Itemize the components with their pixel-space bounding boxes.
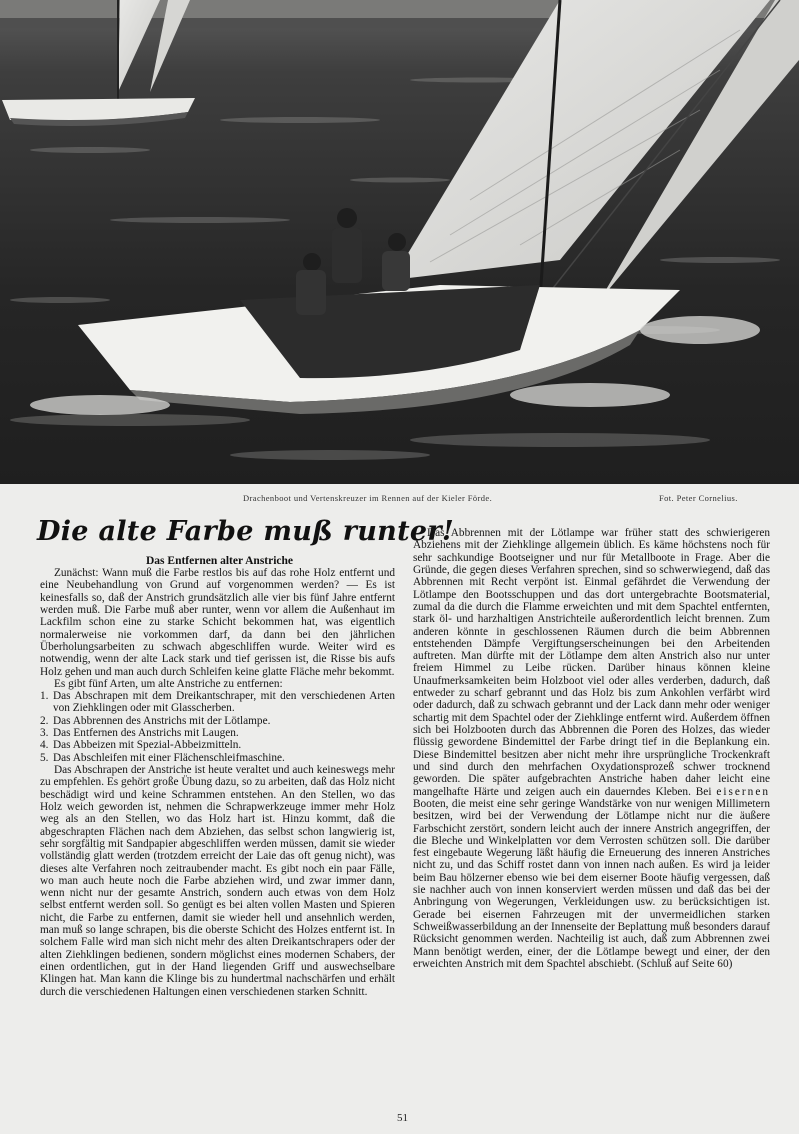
paragraph-text: Das Abbrennen mit der Lötlampe war früher statt des schwierigeren Abziehens mit der Ziehklinge allgemein üblich. Es käme höchstens noch für sehr sachkundige Bootseigner und nur für Metallboote in Frage. Aber die Gründe, die gegen dieses Verfahren sprechen, sind so schwerwiegend, daß das Abbrennen mit Recht verpönt ist. Einmal gefährdet die Verwendung der Lötlampe den Bootsschuppen und das dort untergebrachte Bootsmaterial, zumal da die durch die Flamme erweichten und mit dem Spachtel entfernten, stark öl- und harzhaltigen Anstrichteile außerordentlich leicht brennen. Zum anderen könnte in geschlossenen Räumen durch die beim Abbrennen entstehenden Dämpfe Vergiftungserscheinungen bei den Arbeitenden auftreten. Man dürfte mit der Lötlampe dem alten Anstrich also nur unter freiem Himmel zu Leibe rücken. Darüber hinaus können kleine Unaufmerksamkeiten beim Holzboot viel oder alles verderben, dadurch, daß entweder zu scharf gebrannt und das Holz bis zum Ankohlen verfärbt wird oder dadurch, daß zu schwach gebrannt und der Lack dann mehr oder weniger schartig mit dem Spachtel oder der Ziehklinge entfernt wird. Außerdem öffnen sich bei Holzbooten durch das Abbrennen die Poren des Holzes, das wieder flüssig gewordene Bindemittel der Farbe dringt tief in die Beplankung ein. Diese Bindemittel besitzen aber nicht mehr ihre ursprüngliche Trockenkraft und sind durch den mehrfachen Oxydationsprozeß schwer trocknend geworden. Die später aufgebrachten Anstriche haben daher leicht eine mangelhafte Härte und zeigen auch ein dauerndes Kleben. Bei (413, 527, 770, 798)
list-item (40, 715, 395, 727)
article-title: Die alte Farbe muß runter! (37, 516, 455, 547)
list-text: Das Entfernen des Anstrichs mit Laugen. (53, 727, 239, 740)
list-text: Das Abbeizen mit Spezial-Abbeizmitteln. (53, 739, 242, 752)
sailboat-photo-icon (0, 0, 799, 484)
page-number: 51 (397, 1112, 408, 1124)
list-number: 2. (40, 714, 49, 727)
methods-list (40, 690, 395, 764)
sailboat-photo (0, 0, 799, 484)
photo-caption: Drachenboot und Vertenskreuzer im Rennen auf der Kieler Förde. (243, 493, 493, 503)
paragraph: Es gibt fünf Arten, um alte Anstriche zu entfernen: (54, 677, 283, 690)
article-column-right (413, 527, 770, 970)
paragraph (413, 527, 770, 970)
paragraph-text: Booten, die meist eine sehr geringe Wandstärke von nur wenigen Millimetern besitzen, wird bei der Verwendung der Lötlampe nicht nur die äußere Farbschicht zerstört, sondern leicht auch der innere Anstrich angegriffen, der die Bleche und Winkelplatten vor dem Verrosten schützen soll. Die darüber fest eingebaute Wegerung läßt häufig die Erneuerung des inneren Anstriches nicht zu, und das Schiff rostet dann von innen nach außen. Es wird ja leider beim Bau hölzerner ebenso wie bei dem eiserner Boote häufig vergessen, daß sie nachher auch von innen konserviert werden müssen und daß das bei der Anbringung von Wegerungen, Verkleidungen usw. zu berücksichtigen ist. Gerade bei eisernen Fahrzeugen mit der unvermeidlichen starken Schweißwasserbildung an der Innenseite der Beplattung muß besonders darauf Rücksicht genommen werden. Nachteilig ist auch, daß zum Abbrennen zwei Mann benötigt werden, einer, der die Lötlampe bewegt und einer, der den erweichten Anstrich mit dem Spachtel abschiebt. (Schluß auf Seite 60) (413, 797, 770, 970)
list-item (40, 752, 395, 764)
list-item (40, 727, 395, 739)
emphasis-text: eisernen (716, 785, 770, 798)
list-number: 4. (40, 739, 49, 752)
article-column-left (40, 567, 395, 998)
list-number: 1. (40, 690, 49, 703)
article-subtitle: Das Entfernen alter Anstriche (146, 555, 294, 567)
paragraph: Das Abschrapen der Anstriche ist heute veraltet und auch keineswegs mehr zu empfehlen. Es gehört große Übung dazu, so zu arbeiten, daß das Holz nicht beschädigt wird und keine Schrammen entstehen. An den Stellen, wo das Holz weich geworden ist, nehmen die Schrapwerkzeuge immer mehr Holz weg als an den Stellen, wo das Holz hart ist. Hinzu kommt, daß die abgeschrapten Flächen nach dem Abziehen, das selbst schon langwierig ist, sehr sorgfältig mit Sandpapier abgeschliffen werden müssen, damit sie wieder vollständig glatt werden (trotzdem erreicht der Laie das oft genug nicht), was dieses alte Verfahren noch zeitraubender macht. Es gibt noch ein paar Fälle, wo man auch heute noch die Farbe abziehen wird, und zwar immer dann, wenn nicht nur der gesamte Anstrich, sondern auch etwas von dem Holz selbst entfernt werden soll. So genügt es bei alten vollen Masten und Spieren nicht, die Farbe zu entfernen, damit sie wieder hell und ansehnlich werden, man muß so lange schrapen, bis die oberste Schicht des Holzes entfernt ist. In solchem Falle wird man sich nicht mehr des alten Dreikantschrapers oder der alten Ziehklingen bedienen, sondern möglichst eines modernen Schabers, der einen ordentlichen, gut in der Hand liegenden Griff und auswechselbare Klingen hat. Man kann die Klinge bis zu hundertmal nachschärfen und erhält durch die verschiedenen Haltungen einen verschiedenen starken Schnitt. (40, 764, 395, 998)
list-item (40, 690, 395, 715)
list-item (40, 739, 395, 751)
list-number: 3. (40, 727, 49, 740)
photo-credit: Fot. Peter Cornelius. (659, 493, 738, 503)
list-text: Das Abbrennen des Anstrichs mit der Lötlampe. (53, 714, 271, 727)
list-number: 5. (40, 751, 49, 764)
paragraph: Zunächst: Wann muß die Farbe restlos bis auf das rohe Holz entfernt und eine Neubehandlung von Grund auf vorgenommen werden? — Es ist keinesfalls so, daß der Anstrich grundsätzlich alle vier bis fünf Jahre entfernt werden muß. Die Farbe muß aber runter, wenn vor allem die Außenhaut im Lackfilm schon eine zu starke Schicht bekommen hat, was eigentlich normalerweise nie vorkommen darf, da dann bei den jährlichen Überholungsarbeiten zu schwach abgeschliffen wurde. Weiter wird es notwendig, wenn der alte Lack stark und tief gerissen ist, die Risse bis aufs Holz gehen und man auch durch Schleifen keine glatte Fläche mehr bekommt. (40, 567, 395, 678)
list-text: Das Abschrapen mit dem Dreikantschraper, mit den verschiedenen Arten von Ziehklingen oder mit Glasscherben. (53, 690, 395, 715)
list-text: Das Abschleifen mit einer Flächenschleifmaschine. (53, 751, 285, 764)
